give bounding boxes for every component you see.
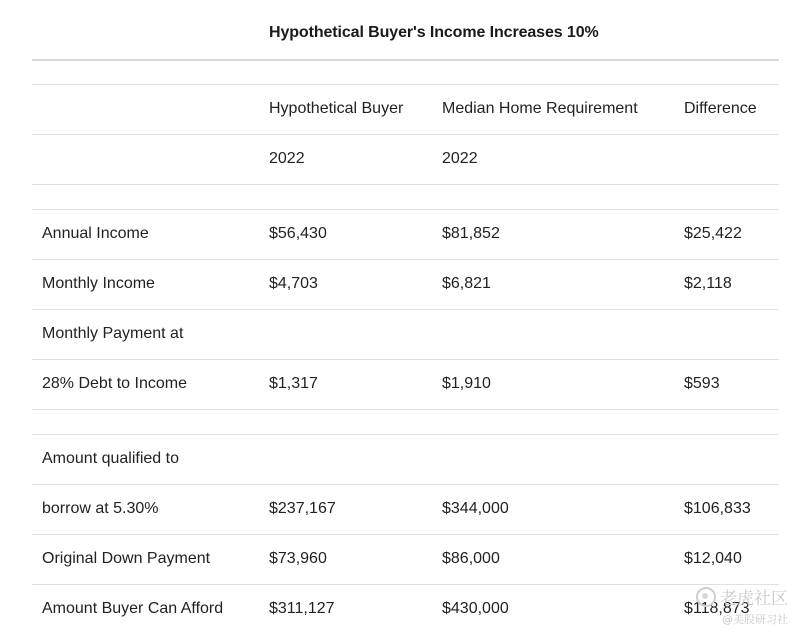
table-cell: $56,430 xyxy=(269,225,327,242)
table-cell: $25,422 xyxy=(684,225,742,242)
row-divider xyxy=(32,134,779,135)
row-divider xyxy=(32,584,779,585)
table-title: Hypothetical Buyer's Income Increases 10% xyxy=(269,24,599,41)
row-label: 28% Debt to Income xyxy=(42,375,187,392)
row-label: Annual Income xyxy=(42,225,149,242)
table-cell: $311,127 xyxy=(269,600,335,617)
watermark-text: 老虎社区 xyxy=(720,589,788,609)
column-header-year-buyer: 2022 xyxy=(269,150,305,167)
row-label: Original Down Payment xyxy=(42,550,211,567)
row-divider xyxy=(32,309,779,310)
table-cell: $430,000 xyxy=(442,600,509,617)
row-divider xyxy=(32,359,779,360)
watermark xyxy=(696,584,788,627)
table-cell: $106,833 xyxy=(684,500,751,517)
row-divider xyxy=(32,534,779,535)
table-cell: $2,118 xyxy=(684,275,732,292)
table-cell: $1,317 xyxy=(269,375,318,392)
tiger-logo-icon xyxy=(696,587,716,607)
table-cell: $344,000 xyxy=(442,500,509,517)
column-header-hypothetical-buyer: Hypothetical Buyer xyxy=(269,100,404,117)
row-divider xyxy=(32,84,779,85)
table-cell: $6,821 xyxy=(442,275,491,292)
table-cell: $4,703 xyxy=(269,275,318,292)
table-cell: $1,910 xyxy=(442,375,491,392)
table-cell: $73,960 xyxy=(269,550,327,567)
row-label: Amount Buyer Can Afford xyxy=(42,600,224,617)
row-divider xyxy=(32,184,779,185)
row-divider xyxy=(32,409,779,410)
title-divider xyxy=(32,59,779,61)
column-header-median-home: Median Home Requirement xyxy=(442,100,638,117)
watermark-handle: @美股研习社 xyxy=(722,613,788,626)
table-cell: $12,040 xyxy=(684,550,742,567)
row-label: Monthly Income xyxy=(42,275,155,292)
table-cell: $593 xyxy=(684,375,720,392)
row-label: borrow at 5.30% xyxy=(42,500,159,517)
column-header-year-median: 2022 xyxy=(442,150,478,167)
row-label: Monthly Payment at xyxy=(42,325,184,342)
table-cell: $81,852 xyxy=(442,225,500,242)
row-divider xyxy=(32,434,779,435)
row-label: Amount qualified to xyxy=(42,450,179,467)
row-divider xyxy=(32,484,779,485)
row-divider xyxy=(32,259,779,260)
row-divider xyxy=(32,209,779,210)
column-header-difference: Difference xyxy=(684,100,757,117)
table-cell: $86,000 xyxy=(442,550,500,567)
table-cell: $237,167 xyxy=(269,500,336,517)
table-cell: $118,873 xyxy=(684,600,750,617)
